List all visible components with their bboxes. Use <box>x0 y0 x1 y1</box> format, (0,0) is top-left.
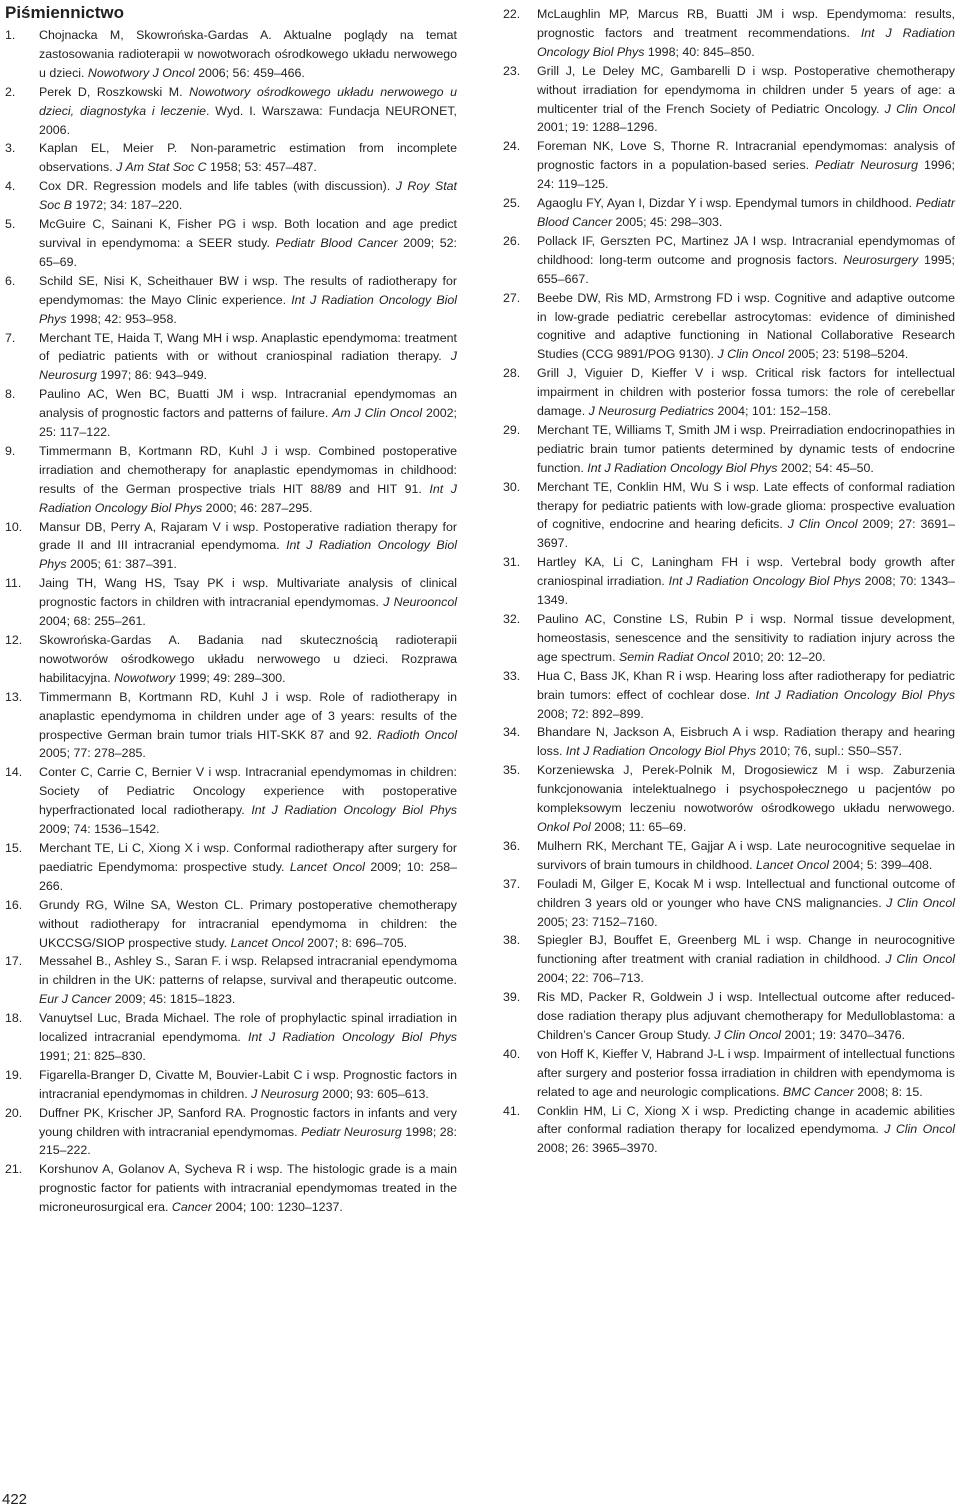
reference-number: 13. <box>5 689 23 704</box>
reference-text <box>39 1162 457 1214</box>
reference-text-segment: 2004; 5: 399‒408. <box>829 857 933 872</box>
reference-text-segment: 1958; 53: 457‒487. <box>206 160 317 175</box>
reference-number: 9. <box>5 443 16 458</box>
reference-text-segment: 2005; 23: 7152‒7160. <box>537 914 658 929</box>
journal-name: J Roy Stat Soc B <box>39 179 458 213</box>
reference-text <box>537 990 955 1042</box>
reference-text-segment: 2008; 70: 1343‒1349. <box>537 574 956 608</box>
reference-text <box>39 141 457 174</box>
reference-text <box>537 366 955 418</box>
reference-text-segment: 2005; 45: 298‒303. <box>612 214 723 229</box>
journal-name: BMC Cancer <box>782 1084 854 1099</box>
reference-text <box>39 690 457 761</box>
reference-item <box>503 761 955 837</box>
reference-text <box>39 954 457 1006</box>
reference-text-segment: 1996; 24: 119‒125. <box>537 158 955 192</box>
reference-number: 10. <box>5 519 23 534</box>
reference-text <box>39 1068 457 1101</box>
reference-item <box>5 1104 457 1161</box>
reference-text-segment: Bhandare N, Jackson A, Eisbruch A i wsp. Radiation therapy and hearing loss. <box>537 725 955 759</box>
reference-number: 8. <box>5 387 16 402</box>
reference-text-segment: Merchant TE, Haida T, Wang MH i wsp. Anaplastic ependymoma: treatment of pediatric patients with or without craniospinal radiation therapy. <box>39 330 457 364</box>
reference-number: 16. <box>5 897 23 912</box>
reference-text <box>537 7 955 59</box>
reference-number: 18. <box>5 1011 23 1026</box>
reference-text <box>39 28 457 80</box>
journal-name: Cancer <box>171 1200 212 1215</box>
reference-text-segment: Schild SE, Nisi K, Scheithauer BW i wsp. The results of radiotherapy for ependymomas: the Mayo Clinic experience. <box>39 273 457 307</box>
reference-item <box>503 931 955 988</box>
reference-text <box>39 1011 457 1063</box>
journal-name: J Neurosurg Pediatrics <box>588 404 715 419</box>
reference-text-segment: Jaing TH, Wang HS, Tsay PK i wsp. Multivariate analysis of clinical prognostic factors in children with intracranial ependymomas. <box>39 576 457 610</box>
journal-name: Onkol Pol <box>537 819 591 834</box>
journal-name: J Clin Oncol <box>787 517 858 532</box>
reference-text-segment: Vanuytsel Luc, Brada Michael. The role of prophylactic spinal irradiation in localized intracranial ependymoma. <box>39 1011 457 1045</box>
reference-text <box>39 841 457 893</box>
reference-text-segment: Spiegler BJ, Bouffet E, Greenberg ML i wsp. Change in neurocognitive functioning after treatment with cranial radiation in childhood. <box>537 933 955 967</box>
reference-text-segment: 2009; 45: 1815‒1823. <box>111 992 236 1007</box>
reference-item <box>5 839 457 896</box>
reference-number: 7. <box>5 330 16 345</box>
reference-text-segment: Timmermann B, Kortmann RD, Kuhl J i wsp. Role of radiotherapy in anaplastic ependymoma in children under age of 3 years: results of the prospective German brain tumor trials HIT-SKK 87 and 92. <box>39 689 457 742</box>
journal-name: Int J Radiation Oncology Biol Phys <box>39 481 458 515</box>
reference-text-segment: Merchant TE, Li C, Xiong X i wsp. Conformal radiotherapy after surgery for paediatric Ependymoma: prospective study. <box>39 840 457 874</box>
reference-item <box>5 139 457 177</box>
reference-text-segment: 2008; 8: 15. <box>853 1084 923 1099</box>
reference-item <box>503 232 955 289</box>
reference-text-segment: 2005; 77: 278‒285. <box>39 746 146 761</box>
reference-number: 15. <box>5 840 23 855</box>
reference-text-segment: Agaoglu FY, Ayan I, Dizdar Y i wsp. Ependymal tumors in childhood. <box>537 196 916 211</box>
reference-text-segment: 2009; 10: 258‒266. <box>39 859 458 893</box>
reference-number: 30. <box>503 479 521 494</box>
reference-text-segment: 1995; 655‒667. <box>537 252 956 286</box>
journal-name: Lancet Oncol <box>230 935 304 950</box>
reference-text-segment: 2001; 19: 1288‒1296. <box>537 120 658 135</box>
reference-text-segment: Grill J, Le Deley MC, Gambarelli D i wsp. Postoperative chemotherapy without irradiation for ependymoma in children under 5 years of age: a multicenter trial of the French Society of Pediatric Oncology. <box>537 63 955 116</box>
reference-number: 19. <box>5 1067 23 1082</box>
reference-text-segment: 2004; 22: 706‒713. <box>537 971 644 986</box>
reference-item <box>5 763 457 839</box>
reference-number: 22. <box>503 7 521 21</box>
reference-text-segment: 2008; 11: 65‒69. <box>590 819 687 834</box>
reference-text <box>537 64 955 135</box>
journal-name: Int J Radiation Oncology Biol Phys <box>39 292 457 326</box>
journal-name: Int J Radiation Oncology Biol Phys <box>39 538 457 572</box>
reference-number: 26. <box>503 233 521 248</box>
journal-name: Int J Radiation Oncology Biol Phys <box>755 687 956 702</box>
reference-text-segment: 2008; 26: 3965‒3970. <box>537 1141 658 1156</box>
reference-text <box>537 480 955 551</box>
reference-item <box>5 688 457 764</box>
reference-number: 31. <box>503 555 521 570</box>
reference-item <box>5 215 457 272</box>
journal-name: J Neurooncol <box>383 595 457 610</box>
journal-name: J Am Stat Soc C <box>116 160 207 175</box>
reference-text-segment: Cox DR. Regression models and life tables (with discussion). <box>39 179 396 194</box>
journal-name: Nowotwory ośrodkowego układu nerwowego u dzieci, diagnostyka i leczenie <box>39 84 458 118</box>
reference-number: 23. <box>503 63 521 78</box>
reference-item <box>503 364 955 421</box>
reference-number: 14. <box>5 765 23 780</box>
reference-text-segment: 1998; 28: 215‒222. <box>39 1124 457 1158</box>
reference-text-segment: 2005; 23: 5198‒5204. <box>784 347 909 362</box>
reference-text <box>537 196 955 229</box>
section-title: Piśmiennictwo <box>5 3 125 22</box>
reference-text-segment: 2009; 27: 3691‒3697. <box>537 517 955 551</box>
journal-name: Am J Clin Oncol <box>332 406 423 421</box>
reference-number: 17. <box>5 954 23 969</box>
reference-text-segment: Perek D, Roszkowski M. <box>39 84 190 99</box>
reference-text-segment: Paulino AC, Constine LS, Rubin P i wsp. Normal tissue development, homeostasis, senescence and the sensitivity to radiation injury across the age spectrum. <box>537 612 955 664</box>
reference-item <box>503 478 955 554</box>
reference-text <box>537 423 955 475</box>
reference-item <box>503 837 955 875</box>
journal-name: Pediatr Blood Cancer <box>537 196 955 229</box>
reference-text-segment: Fouladi M, Gilger E, Kocak M i wsp. Intellectual and functional outcome of children 3 years old or younger who have CNS malignancies. <box>537 876 955 910</box>
reference-text <box>537 669 955 721</box>
journal-name: Semin Radiat Oncol <box>618 649 730 664</box>
reference-item <box>5 1160 457 1217</box>
reference-number: 38. <box>503 933 521 948</box>
journal-name: Lancet Oncol <box>289 859 365 874</box>
reference-text-segment: 1999; 49: 289‒300. <box>175 670 286 685</box>
reference-text-segment: 2004; 101: 152‒158. <box>714 404 832 419</box>
reference-number: 6. <box>5 273 16 288</box>
reference-text <box>39 217 457 269</box>
journal-name: Pediatr Blood Cancer <box>275 235 398 250</box>
reference-text-segment: 2002; 25: 117‒122. <box>39 406 457 440</box>
reference-text-segment: 2004; 68: 255‒261. <box>39 614 146 629</box>
reference-text-segment: . Wyd. I. Warszawa: Fundacja NEURONET, 2006. <box>39 103 457 137</box>
journal-name: Int J Radiation Oncology Biol Phys <box>251 803 457 818</box>
reference-item <box>503 1102 955 1159</box>
reference-number: 2. <box>5 84 16 99</box>
reference-item <box>503 62 955 138</box>
reference-text-segment: 2009; 74: 1536‒1542. <box>39 822 160 837</box>
reference-text-segment: 2001; 19: 3470‒3476. <box>781 1027 906 1042</box>
reference-item <box>5 385 457 442</box>
reference-item <box>5 1066 457 1104</box>
journal-name: J Clin Oncol <box>714 1027 782 1042</box>
reference-text <box>537 839 955 872</box>
reference-item <box>5 518 457 575</box>
reference-text <box>537 1047 955 1099</box>
reference-text-segment: Merchant TE, Williams T, Smith JM i wsp. Preirradiation endocrinopathies in pediatric brain tumor patients determined by dynamic tests of endocrine function. <box>537 422 955 475</box>
reference-item <box>503 723 955 761</box>
reference-text-segment: Grundy RG, Wilne SA, Weston CL. Primary postoperative chemotherapy without radiotherapy for intracranial ependymoma in children: the UKCCSG/SIOP prospective study. <box>39 897 457 950</box>
reference-item <box>5 574 457 631</box>
journal-name: Radioth Oncol <box>376 727 457 742</box>
reference-item <box>5 272 457 329</box>
reference-item <box>5 329 457 386</box>
reference-number: 3. <box>5 141 16 156</box>
reference-number: 28. <box>503 366 521 381</box>
reference-text <box>39 387 457 439</box>
reference-text-segment: Pollack IF, Gerszten PC, Martinez JA I wsp. Intracranial ependymomas of childhood: long-term outcome and prognosis factors. <box>537 233 955 267</box>
reference-text-segment: 2000; 93: 605‒613. <box>318 1086 429 1101</box>
reference-number: 34. <box>503 725 521 740</box>
reference-number: 24. <box>503 139 521 154</box>
journal-name: Int J Radiation Oncology Biol Phys <box>565 744 757 759</box>
journal-name: Pediatr Neurosurg <box>815 158 919 173</box>
reference-item <box>503 875 955 932</box>
reference-item <box>5 952 457 1009</box>
reference-text <box>537 555 955 607</box>
reference-number: 4. <box>5 179 16 194</box>
reference-item <box>503 553 955 610</box>
reference-text-segment: Ris MD, Packer R, Goldwein J i wsp. Intellectual outcome after reduced-dose radiation therapy plus adjuvant chemotherapy for Medulloblastoma: a Children’s Cancer Group Study. <box>537 990 955 1042</box>
reference-text-segment: von Hoff K, Kieffer V, Habrand J-L i wsp. Impairment of intellectual functions after surgery and posterior fossa irradiation in children with ependymoma is related to age and neurologic complications. <box>537 1046 955 1099</box>
reference-text <box>39 179 457 212</box>
journal-name: Lancet Oncol <box>756 857 830 872</box>
reference-text-segment: 2004; 100: 1230‒1237. <box>211 1200 343 1215</box>
journal-name: J Clin Oncol <box>885 952 955 967</box>
reference-number: 21. <box>5 1162 23 1177</box>
reference-item <box>503 1045 955 1102</box>
reference-text-segment: 1998; 40: 845‒850. <box>644 44 755 59</box>
page-number: 422 <box>2 1491 28 1508</box>
reference-text-segment: 2009; 52: 65‒69. <box>39 235 457 269</box>
reference-number: 36. <box>503 838 521 853</box>
reference-text <box>537 1104 955 1156</box>
reference-number: 12. <box>5 633 23 647</box>
journal-name: J Clin Oncol <box>884 1122 955 1137</box>
reference-number: 37. <box>503 876 521 891</box>
journal-name: Nowotwory J Oncol <box>87 65 195 80</box>
reference-text-segment: Conter C, Carrie C, Bernier V i wsp. Intracranial ependymomas in children: Society of Pediatric Oncology experience with postoperative hyperfractionated local radiotherapy. <box>39 765 457 818</box>
reference-text-segment: Korshunov A, Golanov A, Sycheva R i wsp. The histologic grade is a main prognostic factor for patients with intracranial ependymomas treated in the microneurosurgical era. <box>39 1162 457 1215</box>
reference-item <box>5 896 457 953</box>
reference-text-segment: McGuire C, Sainani K, Fisher PG i wsp. Both location and age predict survival in ependymoma: a SEER study. <box>39 217 457 250</box>
reference-item <box>503 137 955 194</box>
reference-number: 41. <box>503 1103 521 1118</box>
reference-text <box>537 877 955 929</box>
journal-name: Int J Radiation Oncology Biol Phys <box>587 460 778 475</box>
journal-name: Eur J Cancer <box>39 992 112 1007</box>
reference-text-segment: 2002; 54: 45‒50. <box>777 460 874 475</box>
reference-item <box>5 26 457 83</box>
references-column-right <box>503 5 955 1158</box>
reference-text-segment: Skowrońska-Gardas A. Badania nad skutecznością radioterapii nowotworów ośrodkowego układu nerwowego u dzieci. Rozprawa habilitacyjna. <box>39 633 457 685</box>
reference-text-segment: Paulino AC, Wen BC, Buatti JM i wsp. Intracranial ependymomas an analysis of prognostic factors and patterns of failure. <box>39 387 457 421</box>
reference-text-segment: 2010; 20: 12‒20. <box>729 649 826 664</box>
reference-text <box>537 612 955 664</box>
reference-text <box>537 763 955 834</box>
journal-name: Pediatr Neurosurg <box>301 1124 402 1139</box>
reference-number: 20. <box>5 1105 23 1120</box>
journal-name: Int J Radiation Oncology Biol Phys <box>248 1030 458 1045</box>
reference-number: 33. <box>503 668 521 683</box>
reference-number: 40. <box>503 1046 521 1061</box>
reference-text <box>537 291 955 362</box>
journal-name: Int J Radiation Oncology Biol Phys <box>537 25 955 59</box>
reference-item <box>503 289 955 365</box>
reference-text-segment: Figarella-Branger D, Civatte M, Bouvier-Labit C i wsp. Prognostic factors in intracranial ependymomas in children. <box>39 1067 457 1101</box>
reference-text <box>39 576 457 628</box>
reference-number: 32. <box>503 612 521 626</box>
reference-text-segment: 2005; 61: 387‒391. <box>66 557 177 572</box>
reference-item <box>503 667 955 724</box>
reference-text-segment: 1998; 42: 953‒958. <box>66 311 177 326</box>
reference-text <box>39 765 457 836</box>
reference-text-segment: 2008; 72: 892‒899. <box>537 706 644 721</box>
reference-text <box>537 933 955 985</box>
journal-name: J Clin Oncol <box>886 895 956 910</box>
reference-text-segment: Mulhern RK, Merchant TE, Gajjar A i wsp. Late neurocognitive sequelae in survivors of brain tumours in childhood. <box>537 838 955 872</box>
reference-number: 5. <box>5 217 16 232</box>
reference-item <box>5 83 457 140</box>
reference-number: 29. <box>503 422 521 437</box>
journal-name: Nowotwory <box>114 670 176 685</box>
reference-item <box>5 1009 457 1066</box>
reference-text <box>39 331 457 383</box>
reference-text-segment: Foreman NK, Love S, Thorne R. Intracranial ependymomas: analysis of prognostic factors in a population-based series. <box>537 139 955 173</box>
reference-text-segment: Chojnacka M, Skowrońska-Gardas A. Aktualne poglądy na temat zastosowania radioterapii w nowotworach ośrodkowego układu nerwowego u dzieci. <box>39 28 457 80</box>
reference-text-segment: 2000; 46: 287‒295. <box>202 500 313 515</box>
reference-text <box>39 633 457 685</box>
reference-text-segment: Kaplan EL, Meier P. Non-parametric estimation from incomplete observations. <box>39 141 457 175</box>
reference-text-segment: Hua C, Bass JK, Khan R i wsp. Hearing loss after radiotherapy for pediatric brain tumors: effect of cochlear dose. <box>537 668 955 702</box>
reference-text-segment: Mansur DB, Perry A, Rajaram V i wsp. Postoperative radiation therapy for grade II and III intracranial ependymoma. <box>39 519 457 553</box>
journal-name: J Clin Oncol <box>884 101 955 116</box>
references-column-left <box>5 26 457 1217</box>
reference-text-segment: 2010; 76, supl.: S50‒S57. <box>756 744 903 759</box>
reference-text <box>39 898 457 950</box>
reference-number: 39. <box>503 990 521 1005</box>
reference-text <box>39 520 457 572</box>
reference-text-segment: Grill J, Viguier D, Kieffer V i wsp. Critical risk factors for intellectual impairment in children with posterior fossa tumors: the role of cerebellar damage. <box>537 366 955 419</box>
reference-text-segment: 1972; 34: 187‒220. <box>72 198 183 213</box>
reference-text <box>537 139 955 191</box>
reference-number: 35. <box>503 763 521 778</box>
reference-item <box>503 194 955 232</box>
reference-text <box>39 85 457 137</box>
reference-item <box>503 5 955 62</box>
reference-item <box>503 988 955 1045</box>
reference-text <box>537 234 955 286</box>
journal-name: J Clin Oncol <box>717 347 785 362</box>
reference-item <box>5 631 457 688</box>
reference-text-segment: Messahel B., Ashley S., Saran F. i wsp. Relapsed intracranial ependymoma in children in the UK: patterns of relapse, survival and therapeutic outcome. <box>39 954 457 988</box>
reference-item <box>5 177 457 215</box>
reference-text-segment: 1997; 86: 943‒949. <box>96 368 208 383</box>
reference-text-segment: Duffner PK, Krischer JP, Sanford RA. Prognostic factors in infants and very young children with intracranial ependymomas. <box>39 1105 457 1139</box>
reference-item <box>5 442 457 518</box>
reference-text-segment: Timmermann B, Kortmann RD, Kuhl J i wsp. Combined postoperative irradiation and chemotherapy for anaplastic ependymomas in childhood: results of the German prospective trials HIT 88/89 and HIT 91. <box>39 443 457 496</box>
reference-text <box>537 725 955 758</box>
reference-text-segment: Merchant TE, Conklin HM, Wu S i wsp. Late effects of conformal radiation therapy for pediatric patients with low-grade glioma: prospective evaluation of cognitive, endocrine and hearing deficits. <box>537 479 955 532</box>
reference-text-segment: McLaughlin MP, Marcus RB, Buatti JM i wsp. Ependymoma: results, prognostic factors and treatment recommendations. <box>537 7 955 40</box>
reference-text-segment: Korzeniewska J, Perek-Polnik M, Drogosiewicz M i wsp. Zaburzenia funkcjonowania intelektualnego i psychospołecznego u pacjentów po kompleksowym leczeniu nowotworów ośrodkowego układu nerwowego. <box>537 763 955 816</box>
reference-text-segment: Beebe DW, Ris MD, Armstrong FD i wsp. Cognitive and adaptive outcome in low-grade pediatric cerebellar astrocytomas: evidence of diminished cognitive and adaptive functioning in National Collaborative Research Studies (CCG 9891/POG 9130). <box>537 290 955 362</box>
reference-text-segment: Conklin HM, Li C, Xiong X i wsp. Predicting change in academic abilities after conformal radiation therapy for localized ependymoma. <box>537 1103 955 1137</box>
reference-text-segment: 2007; 8: 696‒705. <box>303 935 408 950</box>
journal-name: J Neurosurg <box>39 349 457 383</box>
reference-number: 27. <box>503 290 521 305</box>
reference-text-segment: 2006; 56: 459‒466. <box>194 65 305 80</box>
reference-text <box>39 444 457 515</box>
journal-name: Neurosurgery <box>843 252 919 267</box>
reference-number: 11. <box>5 576 22 591</box>
journal-name: J Neurosurg <box>251 1086 319 1101</box>
reference-text-segment: Hartley KA, Li C, Laningham FH i wsp. Vertebral body growth after craniospinal irradiation. <box>537 555 955 589</box>
reference-number: 1. <box>5 28 16 42</box>
reference-number: 25. <box>503 196 521 211</box>
reference-item <box>503 610 955 667</box>
reference-text <box>39 274 457 326</box>
reference-item <box>503 421 955 478</box>
reference-text-segment: 1991; 21: 825‒830. <box>39 1048 146 1063</box>
journal-name: Int J Radiation Oncology Biol Phys <box>668 574 861 589</box>
reference-text <box>39 1106 457 1158</box>
